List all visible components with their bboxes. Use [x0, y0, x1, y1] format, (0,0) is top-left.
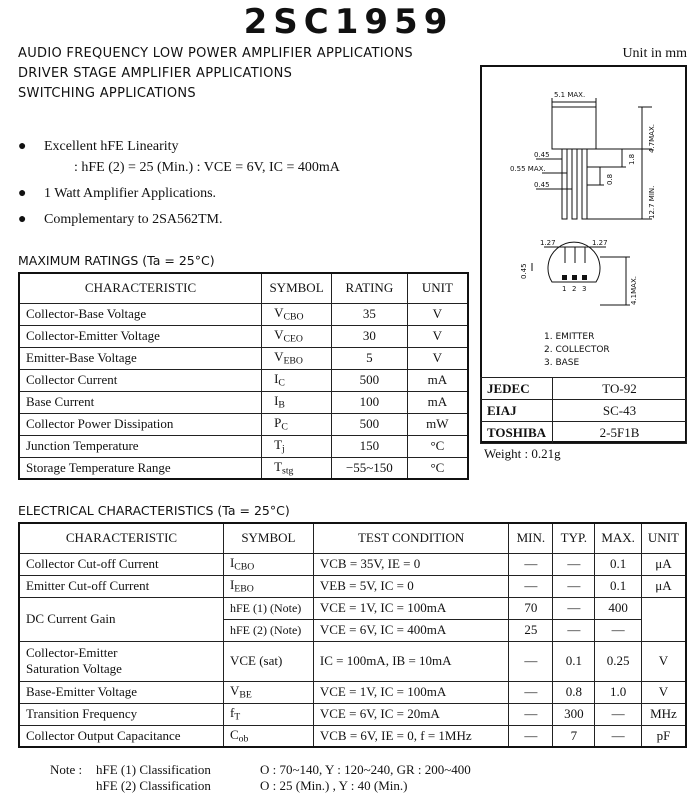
unit-cell: MHz: [641, 703, 686, 725]
dim-label: 0.45: [520, 263, 528, 279]
table-row: [19, 369, 468, 391]
table-row: [19, 413, 468, 435]
column-header: SYMBOL: [223, 523, 313, 553]
note-values: O : 25 (Min.) , Y : 40 (Min.): [260, 778, 408, 793]
table-row: [19, 303, 468, 325]
characteristic-cell: Junction Temperature: [19, 435, 262, 457]
unit-cell: mW: [407, 413, 468, 435]
dim-label: 1.27: [540, 239, 556, 247]
package-body: [552, 107, 596, 149]
unit-cell: mA: [407, 369, 468, 391]
typ-cell: 7: [553, 725, 595, 747]
rating-cell: 150: [332, 435, 408, 457]
unit-cell: μA: [641, 575, 686, 597]
symbol-cell: $f_T$: [223, 703, 313, 725]
standard-name: EIAJ: [481, 400, 553, 422]
lead: [582, 149, 587, 219]
symbol-cell: $V_{CBO}$: [262, 303, 332, 325]
column-header: CHARACTERISTIC: [19, 523, 223, 553]
table-row: [19, 347, 468, 369]
condition-cell: VCB = 35V, IE = 0: [313, 553, 509, 575]
min-cell: 70: [509, 597, 553, 619]
typ-cell: —: [553, 597, 595, 619]
standard-name: TOSHIBA: [481, 422, 553, 444]
condition-cell: VCB = 6V, IE = 0, f = 1MHz: [313, 725, 509, 747]
column-header: RATING: [332, 273, 408, 303]
characteristic-cell: Collector-Emitter Saturation Voltage: [19, 641, 223, 681]
dim-label: 4.1MAX.: [630, 276, 638, 305]
package-weight: Weight : 0.21g: [484, 446, 561, 461]
max-ratings-title: MAXIMUM RATINGS (Ta = 25°C): [18, 253, 215, 268]
electrical-characteristics-table: [18, 522, 687, 748]
characteristic-cell: Collector-Base Voltage: [19, 303, 262, 325]
column-header: UNIT: [641, 523, 686, 553]
note-label: Note :: [50, 762, 83, 777]
table-row: [19, 681, 686, 703]
dim-label: 0.55 MAX.: [510, 165, 546, 173]
standard-value: 2-5F1B: [553, 422, 687, 444]
symbol-cell: $I_C$: [262, 369, 332, 391]
table-row: [19, 703, 686, 725]
unit-note: Unit in mm: [622, 46, 687, 61]
table-header-row: [19, 523, 686, 553]
feature-subtext: : hFE (2) = 25 (Min.) : VCE = 6V, IC = 400mA: [74, 160, 340, 175]
max-cell: —: [595, 703, 642, 725]
table-row: [19, 597, 686, 619]
pin-label: 1. EMITTER: [544, 332, 595, 342]
rating-cell: 35: [332, 303, 408, 325]
table-row: [481, 378, 687, 400]
dim-label: 1.8: [628, 153, 636, 165]
package-standards-table: [480, 377, 687, 444]
bullet-icon: ●: [18, 139, 27, 154]
symbol-cell: hFE (1) (Note): [223, 597, 313, 619]
typ-cell: 0.1: [553, 641, 595, 681]
feature-text: Complementary to 2SA562TM.: [44, 212, 223, 227]
feature-item: [18, 139, 179, 155]
characteristic-cell: Base-Emitter Voltage: [19, 681, 223, 703]
note-values: O : 70~140, Y : 120~240, GR : 200~400: [260, 762, 471, 777]
max-cell: 0.25: [595, 641, 642, 681]
column-header: TYP.: [553, 523, 595, 553]
rating-cell: −55~150: [332, 457, 408, 479]
unit-cell: mA: [407, 391, 468, 413]
max-cell: 0.1: [595, 553, 642, 575]
rating-cell: 30: [332, 325, 408, 347]
column-header: UNIT: [407, 273, 468, 303]
symbol-cell: $I_B$: [262, 391, 332, 413]
typ-cell: —: [553, 575, 595, 597]
column-header: SYMBOL: [262, 273, 332, 303]
unit-cell: V: [407, 325, 468, 347]
note-param: hFE (1) Classification: [96, 762, 211, 777]
table-row: [19, 435, 468, 457]
pin-label: 3. BASE: [544, 358, 580, 368]
max-cell: 400: [595, 597, 642, 619]
table-row: [19, 575, 686, 597]
elec-title: ELECTRICAL CHARACTERISTICS (Ta = 25°C): [18, 503, 290, 518]
characteristic-cell: Collector Current: [19, 369, 262, 391]
typ-cell: 300: [553, 703, 595, 725]
characteristic-cell: Collector Power Dissipation: [19, 413, 262, 435]
condition-cell: VCE = 6V, IC = 20mA: [313, 703, 509, 725]
package-drawing: [482, 67, 685, 377]
unit-cell: [641, 597, 686, 641]
characteristic-cell: Base Current: [19, 391, 262, 413]
min-cell: 25: [509, 619, 553, 641]
rating-cell: 5: [332, 347, 408, 369]
min-cell: —: [509, 725, 553, 747]
max-cell: 1.0: [595, 681, 642, 703]
dim-label: 12.7 MIN.: [648, 185, 656, 219]
condition-cell: VCE = 1V, IC = 100mA: [313, 597, 509, 619]
min-cell: —: [509, 553, 553, 575]
unit-cell: V: [407, 347, 468, 369]
characteristic-cell: Emitter-Base Voltage: [19, 347, 262, 369]
dim-label: 0.45: [534, 151, 550, 159]
unit-cell: pF: [641, 725, 686, 747]
min-cell: —: [509, 703, 553, 725]
lead: [562, 149, 567, 219]
rating-cell: 500: [332, 369, 408, 391]
feature-text: 1 Watt Amplifier Applications.: [44, 186, 217, 201]
lead: [572, 149, 577, 219]
symbol-cell: hFE (2) (Note): [223, 619, 313, 641]
feature-item: [18, 186, 216, 202]
table-row: [19, 325, 468, 347]
symbol-cell: $V_{BE}$: [223, 681, 313, 703]
table-row: [19, 641, 686, 681]
condition-cell: VCE = 1V, IC = 100mA: [313, 681, 509, 703]
table-row: [19, 553, 686, 575]
characteristic-cell: Collector Cut-off Current: [19, 553, 223, 575]
dim-label: 0.8: [606, 173, 614, 185]
characteristic-cell: DC Current Gain: [19, 597, 223, 641]
column-header: MAX.: [595, 523, 642, 553]
max-cell: —: [595, 725, 642, 747]
max-cell: —: [595, 619, 642, 641]
min-cell: —: [509, 575, 553, 597]
characteristic-cell: Collector-Emitter Voltage: [19, 325, 262, 347]
column-header: MIN.: [509, 523, 553, 553]
unit-cell: °C: [407, 457, 468, 479]
symbol-cell: $C_{ob}$: [223, 725, 313, 747]
max-ratings-table: [18, 272, 469, 480]
unit-cell: V: [407, 303, 468, 325]
application-line: AUDIO FREQUENCY LOW POWER AMPLIFIER APPLICATIONS: [18, 46, 413, 61]
symbol-cell: $P_C$: [262, 413, 332, 435]
dim-label: 1.27: [592, 239, 608, 247]
symbol-cell: $V_{CEO}$: [262, 325, 332, 347]
feature-text: Excellent hFE Linearity: [44, 139, 179, 154]
note-param: hFE (2) Classification: [96, 778, 211, 793]
table-row: [19, 391, 468, 413]
standard-value: TO-92: [553, 378, 687, 400]
table-header-row: [19, 273, 468, 303]
characteristic-cell: Collector Output Capacitance: [19, 725, 223, 747]
unit-cell: V: [641, 681, 686, 703]
characteristic-cell: Storage Temperature Range: [19, 457, 262, 479]
dim-label: 5.1 MAX.: [554, 91, 586, 99]
dim-label: 4.7MAX.: [648, 124, 656, 153]
bullet-icon: ●: [18, 212, 27, 227]
typ-cell: —: [553, 553, 595, 575]
unit-cell: °C: [407, 435, 468, 457]
pin-number: 1: [562, 285, 567, 293]
symbol-cell: $T_j$: [262, 435, 332, 457]
standard-value: SC-43: [553, 400, 687, 422]
application-line: SWITCHING APPLICATIONS: [18, 86, 196, 101]
characteristic-cell: Transition Frequency: [19, 703, 223, 725]
symbol-cell: $I_{EBO}$: [223, 575, 313, 597]
symbol-cell: $I_{CBO}$: [223, 553, 313, 575]
condition-cell: IC = 100mA, IB = 10mA: [313, 641, 509, 681]
bullet-icon: ●: [18, 186, 27, 201]
table-row: [481, 400, 687, 422]
page-title: 2SC1959: [243, 2, 454, 42]
unit-cell: μA: [641, 553, 686, 575]
min-cell: —: [509, 681, 553, 703]
symbol-cell: $T_{stg}$: [262, 457, 332, 479]
rating-cell: 100: [332, 391, 408, 413]
symbol-cell: $V_{EBO}$: [262, 347, 332, 369]
column-header: CHARACTERISTIC: [19, 273, 262, 303]
max-ratings-body: [19, 303, 468, 479]
unit-cell: V: [641, 641, 686, 681]
condition-cell: VCE = 6V, IC = 400mA: [313, 619, 509, 641]
typ-cell: —: [553, 619, 595, 641]
table-row: [481, 422, 687, 444]
pin-label: 2. COLLECTOR: [544, 345, 610, 355]
column-header: TEST CONDITION: [313, 523, 509, 553]
rating-cell: 500: [332, 413, 408, 435]
characteristic-cell: Emitter Cut-off Current: [19, 575, 223, 597]
dim-label: 0.45: [534, 181, 550, 189]
condition-cell: VEB = 5V, IC = 0: [313, 575, 509, 597]
table-row: [19, 457, 468, 479]
max-cell: 0.1: [595, 575, 642, 597]
min-cell: —: [509, 641, 553, 681]
table-row: [19, 725, 686, 747]
application-line: DRIVER STAGE AMPLIFIER APPLICATIONS: [18, 66, 293, 81]
symbol-cell: VCE (sat): [223, 641, 313, 681]
pin-number: 2: [572, 285, 577, 293]
feature-item: [18, 212, 223, 228]
standard-name: JEDEC: [481, 378, 553, 400]
typ-cell: 0.8: [553, 681, 595, 703]
pin-number: 3: [582, 285, 587, 293]
